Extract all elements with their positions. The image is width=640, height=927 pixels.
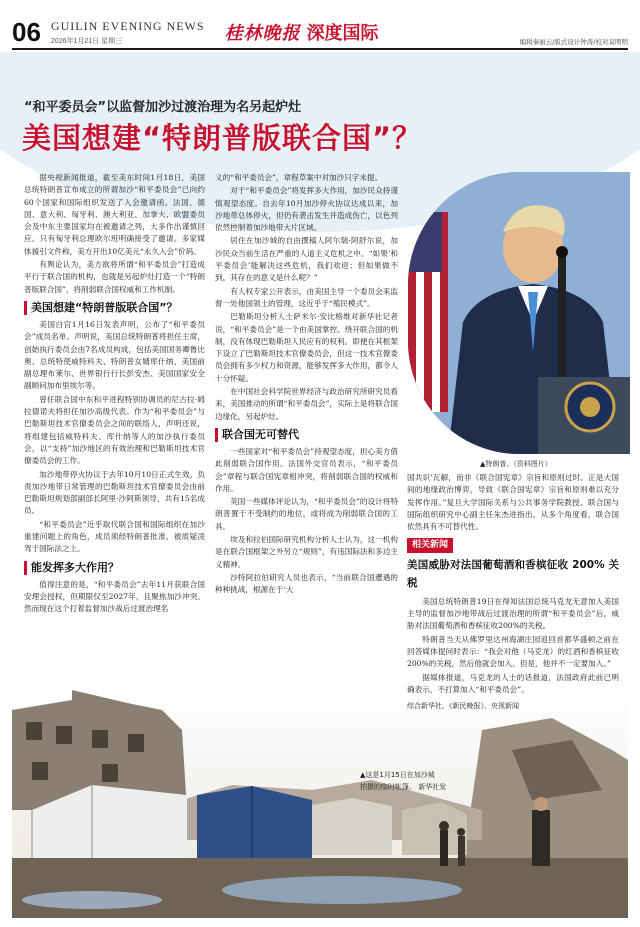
paragraph: 有人权专家公开表示，由美国主导一个委员会来监督一处他国领土的管理，这近乎于“殖民模式”。	[215, 286, 398, 308]
paragraph: 义的“和平委员会”，章程草案中对加沙只字未提。	[215, 173, 383, 182]
paragraph: 据央视新闻报道，截至美东时间1月18日，美国总统特朗普宣布成立的所谓加沙“和平委员会”已向约60个国家和国际组织发送了入会邀请函。法国、德国、意大利、匈牙利、澳大利亚、加拿大、欧盟委员会及中东主要国家均在被邀请之列，大多作出谨慎回应。只有匈牙利总理欧尔班明确接受了邀请。多家媒体援引文件称，美方开出10亿美元“永久入会”价码。	[24, 173, 205, 256]
paragraph: 巴勒斯坦分析人士萨米尔·安比格维对新华社记者说，“和平委员会”是一个由美国掌控、绕开联合国的机制，没有体现巴勒斯坦人民应有的权利。即便在其框架下设立了巴勒斯坦技术官僚委员会，但这一技术官僚委员会拥有多少权力和资源，能够发挥多大作用，都令人十分怀疑。	[215, 312, 398, 383]
subheading: 联合国无可替代	[215, 428, 398, 442]
gaza-caption-line-1: ▲这是1月15日在加沙城	[360, 771, 435, 779]
paragraph: 对于“和平委员会”将发挥多大作用，加沙民众持谨慎观望态度。自去年10月加沙停火协议达成以来，加沙地带总体停火，但仍有袭击发生并造成伤亡，以色列依然控制着加沙地带大片区域。	[215, 186, 398, 233]
paragraph: 在中国社会科学院世界经济与政治研究所研究员看来，美国推动的所谓“和平委员会”，实际上是将联合国边缘化，另起炉灶。	[215, 387, 398, 421]
paragraph: 据媒体报道，马克龙的人士的话报道，法国政府此前已明确表示，不打算加入“和平委员会”。	[407, 672, 619, 694]
section-title: 深度国际	[306, 23, 379, 44]
paragraph: 加沙地带停火协议于去年10月10日正式生效，负责加沙地带日常管理的巴勒斯坦技术官僚委员会由前巴勒斯坦规划部副部长阿里·沙阿斯领导，共有15名成员。	[24, 469, 205, 516]
trump-photo-illustration	[408, 172, 630, 454]
paragraph: 有舆论认为，美方欲将所谓“和平委员会”打造成平行于联合国的机构，也就是另起炉灶打造一个“特朗普版联合国”，将削弱联合国权威和工作机制。	[24, 260, 205, 294]
paper-name-en: GUILIN EVENING NEWS	[50, 18, 205, 33]
paragraph: 特朗普当天从佛罗里达州海湖庄园返回首都华盛顿之前在回答媒体提问时表示：“我会对他（马克龙）的红酒和香槟征收200%的关税，然后他就会加入。但是，他并不一定要加入。”	[407, 634, 619, 669]
paper-logo: 桂林晚报	[224, 23, 301, 44]
subheading: 能发挥多大作用？	[24, 561, 205, 575]
masthead-rule	[12, 48, 628, 50]
headline-title: 美国想建“特朗普版联合国”？	[22, 121, 423, 155]
page-number: 06	[12, 17, 41, 47]
paragraph: 国共识’瓦解，而非《联合国宪章》宗旨和原则过时。正是大国间的地缘政治博弈，导致《联合国宪章》宗旨和原则难以充分发挥作用。”复旦大学国际关系与公共事务学院教授、联合国与国际组织研究中心副主任朱杰进指出，从多个角度看，联合国依然具有不可替代性。	[407, 473, 619, 532]
trump-photo-caption: ▲特朗普。（资料图片）	[480, 460, 552, 468]
trump-photo	[408, 172, 630, 454]
paragraph: 美国白宫1月16日发表声明，公布了“和平委员会”成员名单。声明说，美国总统特朗普将担任主席，创始执行委员会由7名成员构成，包括美国国务卿鲁比奥、总统特使威特科夫、特朗普女婿库什纳、美国前副总理布莱尔、世界银行行长彭安杰、美国国家安全副顾问加布里埃尔等。	[24, 319, 205, 391]
paragraph: 英国一些媒体评论认为，“和平委员会”的设计将特朗普置于不受制约的地位，或将成为削弱联合国的工具。	[215, 497, 398, 531]
article-column-2	[215, 172, 398, 777]
article-column-3	[407, 472, 619, 732]
article-column-1	[24, 172, 205, 650]
paragraph: “和平委员会”近乎取代联合国和国际组织在加沙重建问题上的角色，成员须经特朗普批准，被质疑凌驾于国际法之上。	[24, 519, 205, 554]
paragraph: 一些国家对“和平委员会”持观望态度，担心美方借此削弱联合国作用。法国外交官员表示，“和平委员会”章程与联合国宪章相冲突，将削弱联合国的权威和作用。	[215, 446, 398, 493]
paragraph: 埃及和拉伯国际研究机构分析人士认为，这一机构是在联合国框架之外另立“规则”，有违国际法和多边主义精神。	[215, 535, 398, 569]
paragraph: 值得注意的是，“和平委员会”去年11月获联合国安理会授权，但期限仅至2027年，且聚焦加沙冲突。然而现在这个打着监督加沙战后过渡治理名	[24, 579, 205, 614]
masthead-center	[51, 19, 205, 46]
masthead	[12, 16, 628, 48]
related-news-title: 美国威胁对法国葡萄酒和香槟征收 200% 关税	[407, 558, 619, 589]
headline-kicker: “和平委员会”以监督加沙过渡治理为名另起炉灶	[24, 100, 302, 115]
paragraph: 沙特阿拉伯研究人员也表示，“当前联合国遭遇的种种挑战，根源在于‘大	[215, 572, 398, 595]
issue-date: 2026年1月21日 星期三	[50, 37, 123, 45]
gaza-photo-caption	[360, 769, 446, 793]
editor-credits: 编辑秦丽云/版式设计钟涛/校对莫明明	[519, 38, 628, 46]
related-news-tag: 相关新闻	[407, 538, 453, 552]
paragraph: 曾任联合国中东和平进程特别协调员的尼古拉·姆拉德诺夫将担任加沙高级代表。作为“和平委员会”与巴勒斯坦技术官僚委员会之间的联络人，声明还说，将组建包括威特科夫、库什纳等人的加沙执行委员会，以“支持”加沙地区的有效治理和巴勒斯坦技术官僚委员会的工作。	[24, 394, 205, 466]
gaza-caption-line-2: 拍摄的临时帐篷。 新华社发	[360, 783, 447, 791]
paragraph: 美国总统特朗普19日在得知法国总统马克龙无意加入美国主导的监督加沙地带战后过渡治理的所谓“和平委员会”后，威胁对法国葡萄酒和香槟征收200%的关税。	[407, 596, 619, 631]
paragraph: 居住在加沙城的自由撰稿人阿尔瑞·阿舒尔说，加沙民众当前生活在严重的人道主义危机之中。“如果‘和平委员会’能解决这些危机，我们欢迎；但如果做不到，其存在的意义是什么呢？”	[215, 236, 398, 283]
news-source: 综合新华社、《新民晚报》、央视新闻	[407, 702, 519, 711]
subheading: 美国想建“特朗普版联合国”？	[24, 301, 205, 315]
